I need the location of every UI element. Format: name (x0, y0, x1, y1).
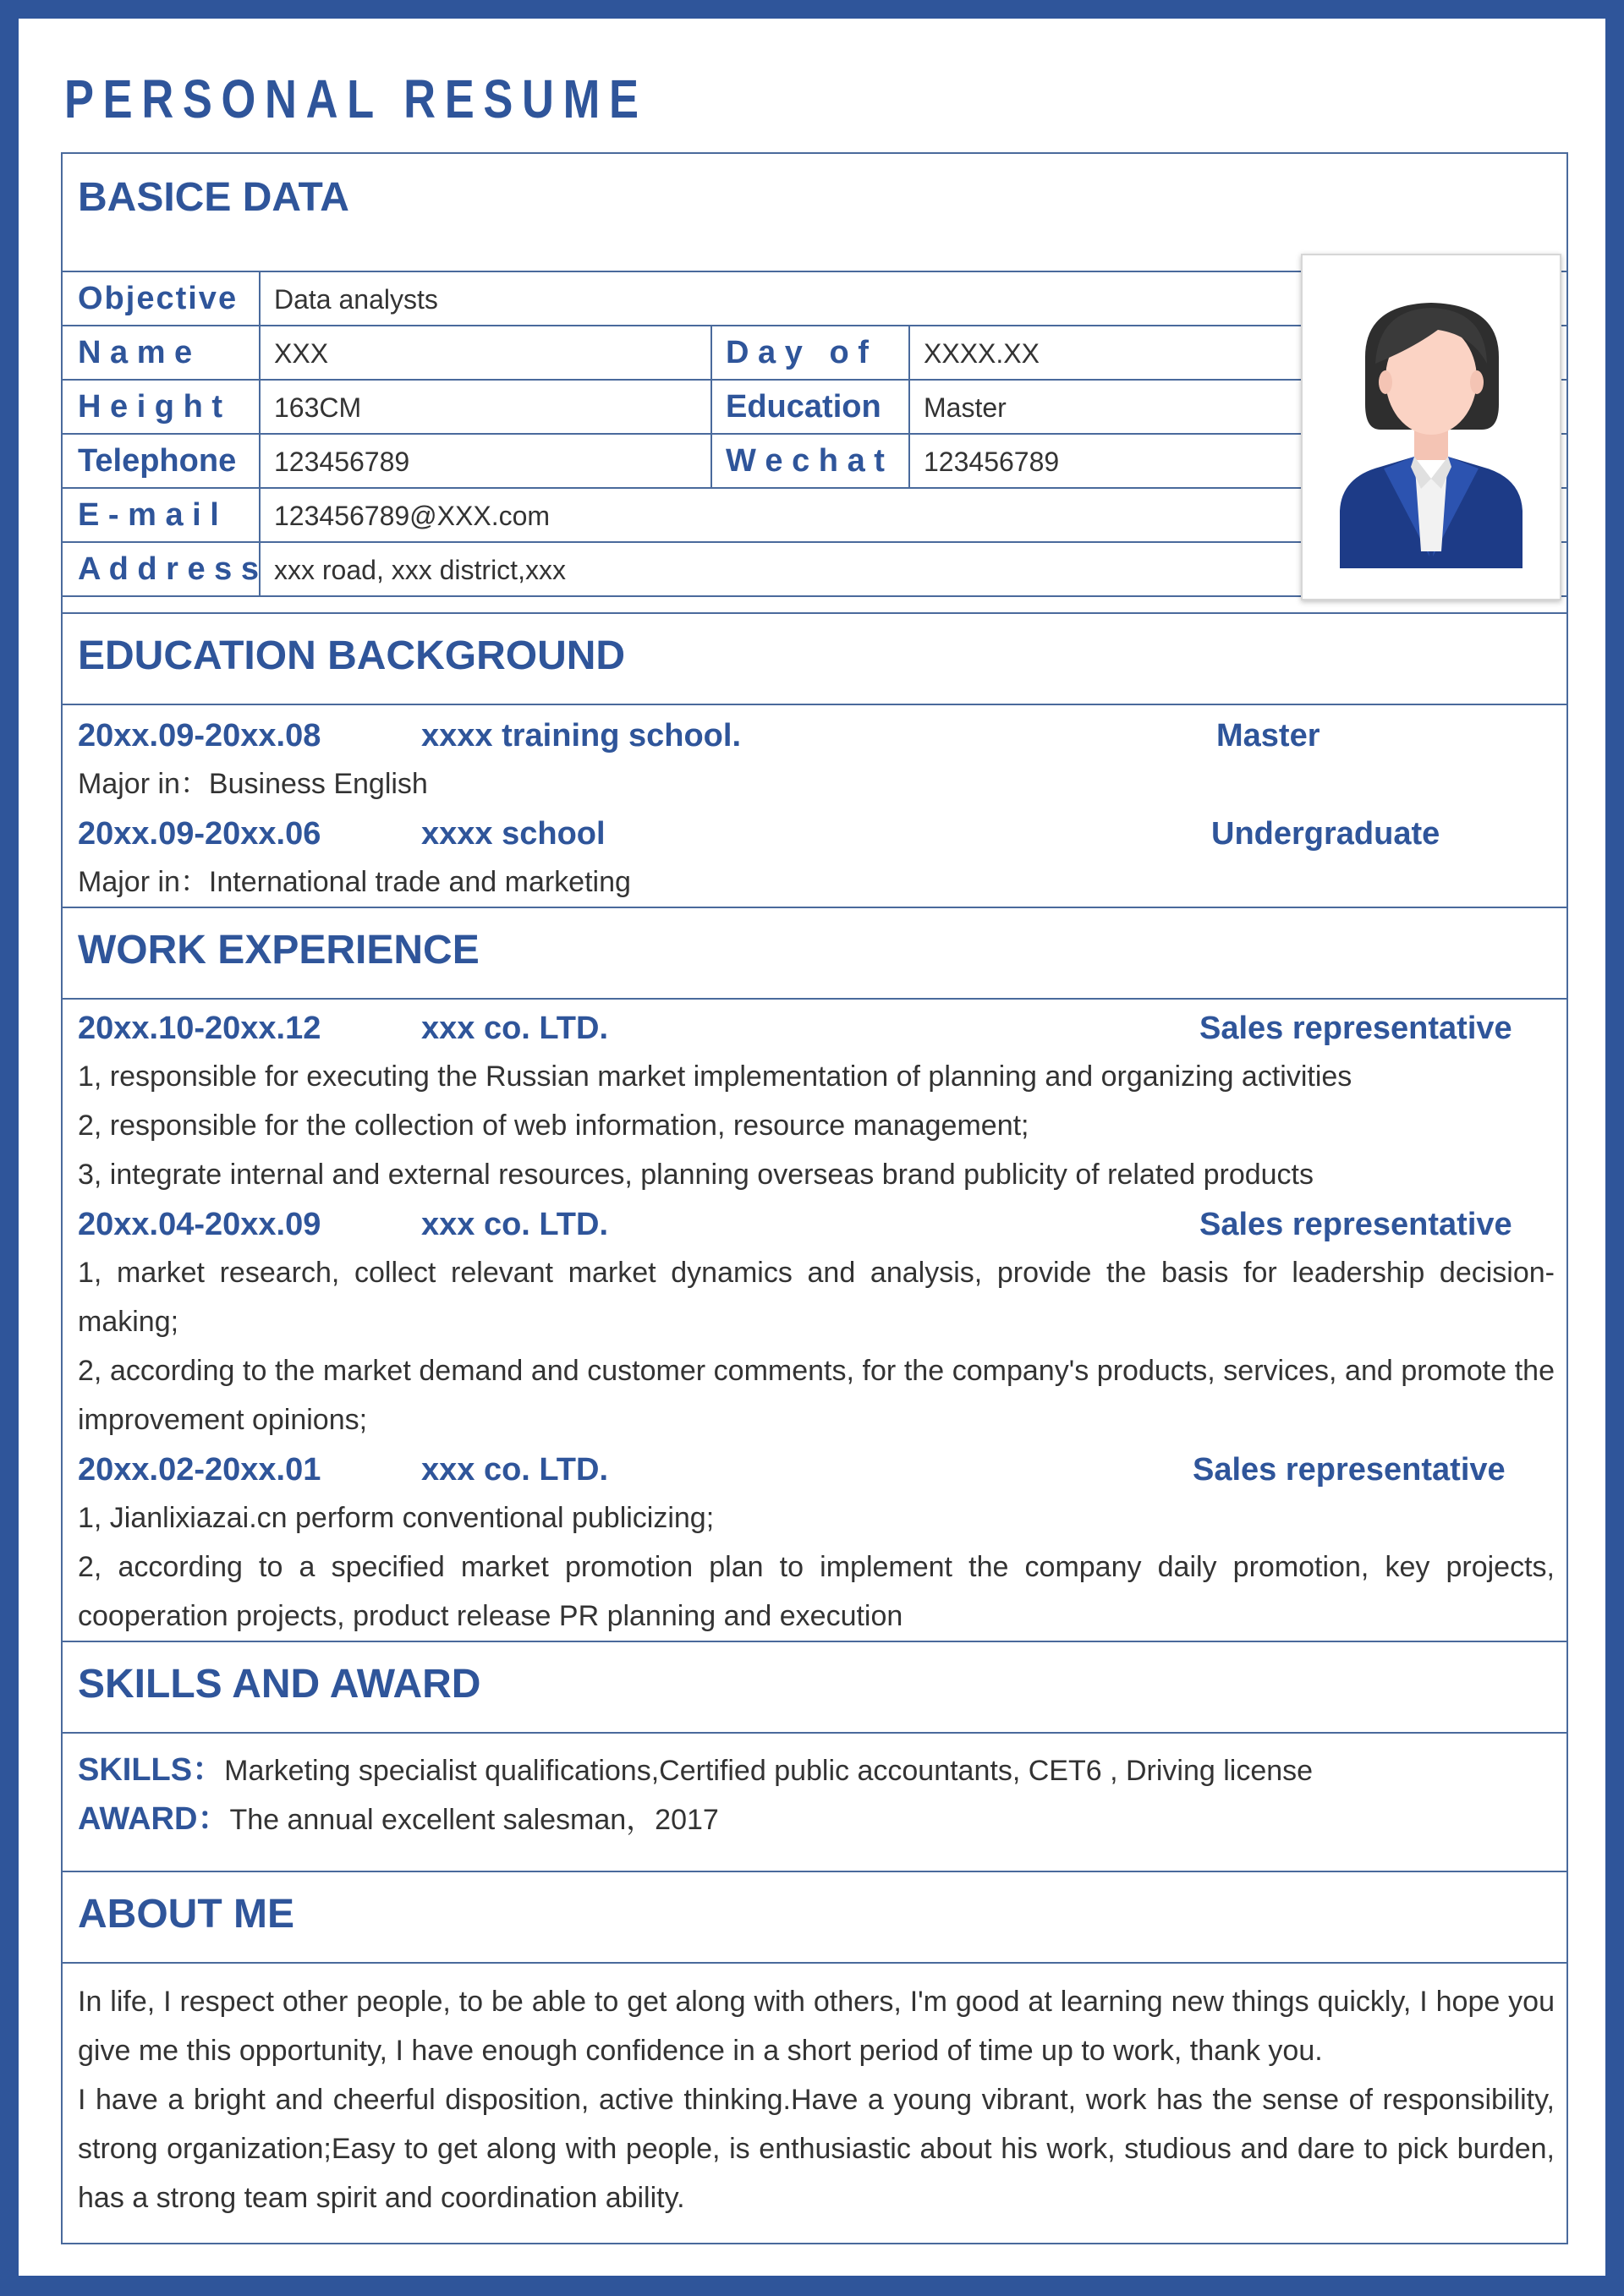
work-entry-3-item-2: 2, according to a specified market promotion plan to implement the company daily promotion, key projects, cooperation projects, product release PR planning and execution (78, 1551, 1555, 1632)
work-entry-1-item-1: 1, responsible for executing the Russian market implementation of planning and organizing activities (78, 1060, 1352, 1093)
wechat-value: 123456789 (924, 447, 1060, 477)
skills-section (63, 1642, 1566, 1872)
education-entry-2-major: Major in：International trade and marketing (78, 866, 631, 898)
work-entry-1-item-3: 3, integrate internal and external resources, planning overseas brand publicity of related products (78, 1159, 1314, 1191)
height-label: H e i g h t (78, 389, 222, 425)
education-entry-1-school: xxxx training school. (421, 718, 741, 753)
about-title: ABOUT ME (78, 1892, 294, 1937)
table-divider-1 (259, 272, 261, 597)
wechat-label: W e c h a t (726, 443, 885, 479)
education-title: EDUCATION BACKGROUND (78, 633, 626, 678)
objective-label: Objective (78, 281, 239, 316)
skills-header (63, 1642, 1566, 1734)
education-entry-2-school: xxxx school (421, 816, 606, 852)
name-label: N a m e (78, 335, 193, 370)
objective-value: Data analysts (274, 284, 438, 315)
work-entry-1-item-2: 2, responsible for the collection of web information, resource management; (78, 1110, 1029, 1142)
email-label: E - m a i l (78, 497, 219, 533)
work-entry-1-company: xxx co. LTD. (421, 1011, 609, 1046)
address-value: xxx road, xxx district,xxx (274, 555, 566, 585)
name-value: XXX (274, 338, 329, 369)
education-entry-1-degree: Master (1216, 718, 1320, 753)
about-paragraph-1: In life, I respect other people, to be able to get along with others, I'm good at learning new things quickly, I hope you give me this opportunity, I have enough confidence in a short period of time up to work, thank you. (78, 1986, 1555, 2067)
work-entry-1-role: Sales representative (1199, 1011, 1512, 1046)
address-label: A d d r e s s (78, 551, 259, 587)
about-section (63, 1872, 1566, 2244)
day-of-label: D a y o f (726, 335, 869, 370)
telephone-label: Telephone (78, 443, 237, 479)
basic-data-title: BASICE DATA (78, 175, 349, 220)
education-value: Master (924, 392, 1007, 423)
work-section (63, 908, 1566, 1642)
work-entry-2-item-2: 2, according to the market demand and customer comments, for the company's products, services, and promote the improvement opinions; (78, 1355, 1555, 1436)
work-title: WORK EXPERIENCE (78, 928, 480, 973)
education-label: Education (726, 389, 881, 425)
skills-title: SKILLS AND AWARD (78, 1662, 481, 1707)
education-entry-1-date: 20xx.09-20xx.08 (78, 718, 321, 753)
profile-photo (1301, 254, 1561, 600)
day-of-value: XXXX.XX (924, 338, 1040, 369)
female-avatar-icon (1303, 255, 1560, 599)
work-entry-3-date: 20xx.02-20xx.01 (78, 1452, 321, 1488)
about-header (63, 1872, 1566, 1964)
table-divider-3 (908, 326, 910, 489)
email-value: 123456789@XXX.com (274, 501, 551, 531)
education-entry-2-degree: Undergraduate (1211, 816, 1440, 852)
skills-label: SKILLS： (78, 1752, 225, 1788)
award-label: AWARD： (78, 1801, 230, 1837)
page-title: PERSONAL RESUME (64, 68, 648, 129)
education-entry-1-major: Major in：Business English (78, 768, 428, 800)
work-entry-3-item-1: 1, Jianlixiazai.cn perform conventional publicizing; (78, 1502, 715, 1534)
table-divider-2 (710, 326, 712, 489)
work-header (63, 908, 1566, 1000)
skills-line (78, 1745, 1313, 1795)
award-value: The annual excellent salesman，2017 (229, 1804, 719, 1836)
work-entry-2-item-1: 1, market research, collect relevant market dynamics and analysis, provide the basis for leadership decision-making; (78, 1257, 1555, 1338)
education-entry-2-date: 20xx.09-20xx.06 (78, 816, 321, 852)
work-entry-2-company: xxx co. LTD. (421, 1207, 609, 1242)
award-line (78, 1795, 719, 1844)
telephone-value: 123456789 (274, 447, 410, 477)
work-entry-3-company: xxx co. LTD. (421, 1452, 609, 1488)
work-entry-3-role: Sales representative (1193, 1452, 1506, 1488)
education-header (63, 614, 1566, 705)
height-value: 163CM (274, 392, 362, 423)
work-entry-2-role: Sales representative (1199, 1207, 1512, 1242)
work-entry-2-date: 20xx.04-20xx.09 (78, 1207, 321, 1242)
skills-value: Marketing specialist qualifications,Certified public accountants, CET6 , Driving license (224, 1755, 1314, 1787)
work-entry-1-date: 20xx.10-20xx.12 (78, 1011, 321, 1046)
about-paragraph-2: I have a bright and cheerful disposition, active thinking.Have a young vibrant, work has the sense of responsibility, strong organization;Easy to get along with people, is enthusiastic about his work, studious and dare to pick burden, has a strong team spirit and coordination ability. (78, 2084, 1555, 2214)
